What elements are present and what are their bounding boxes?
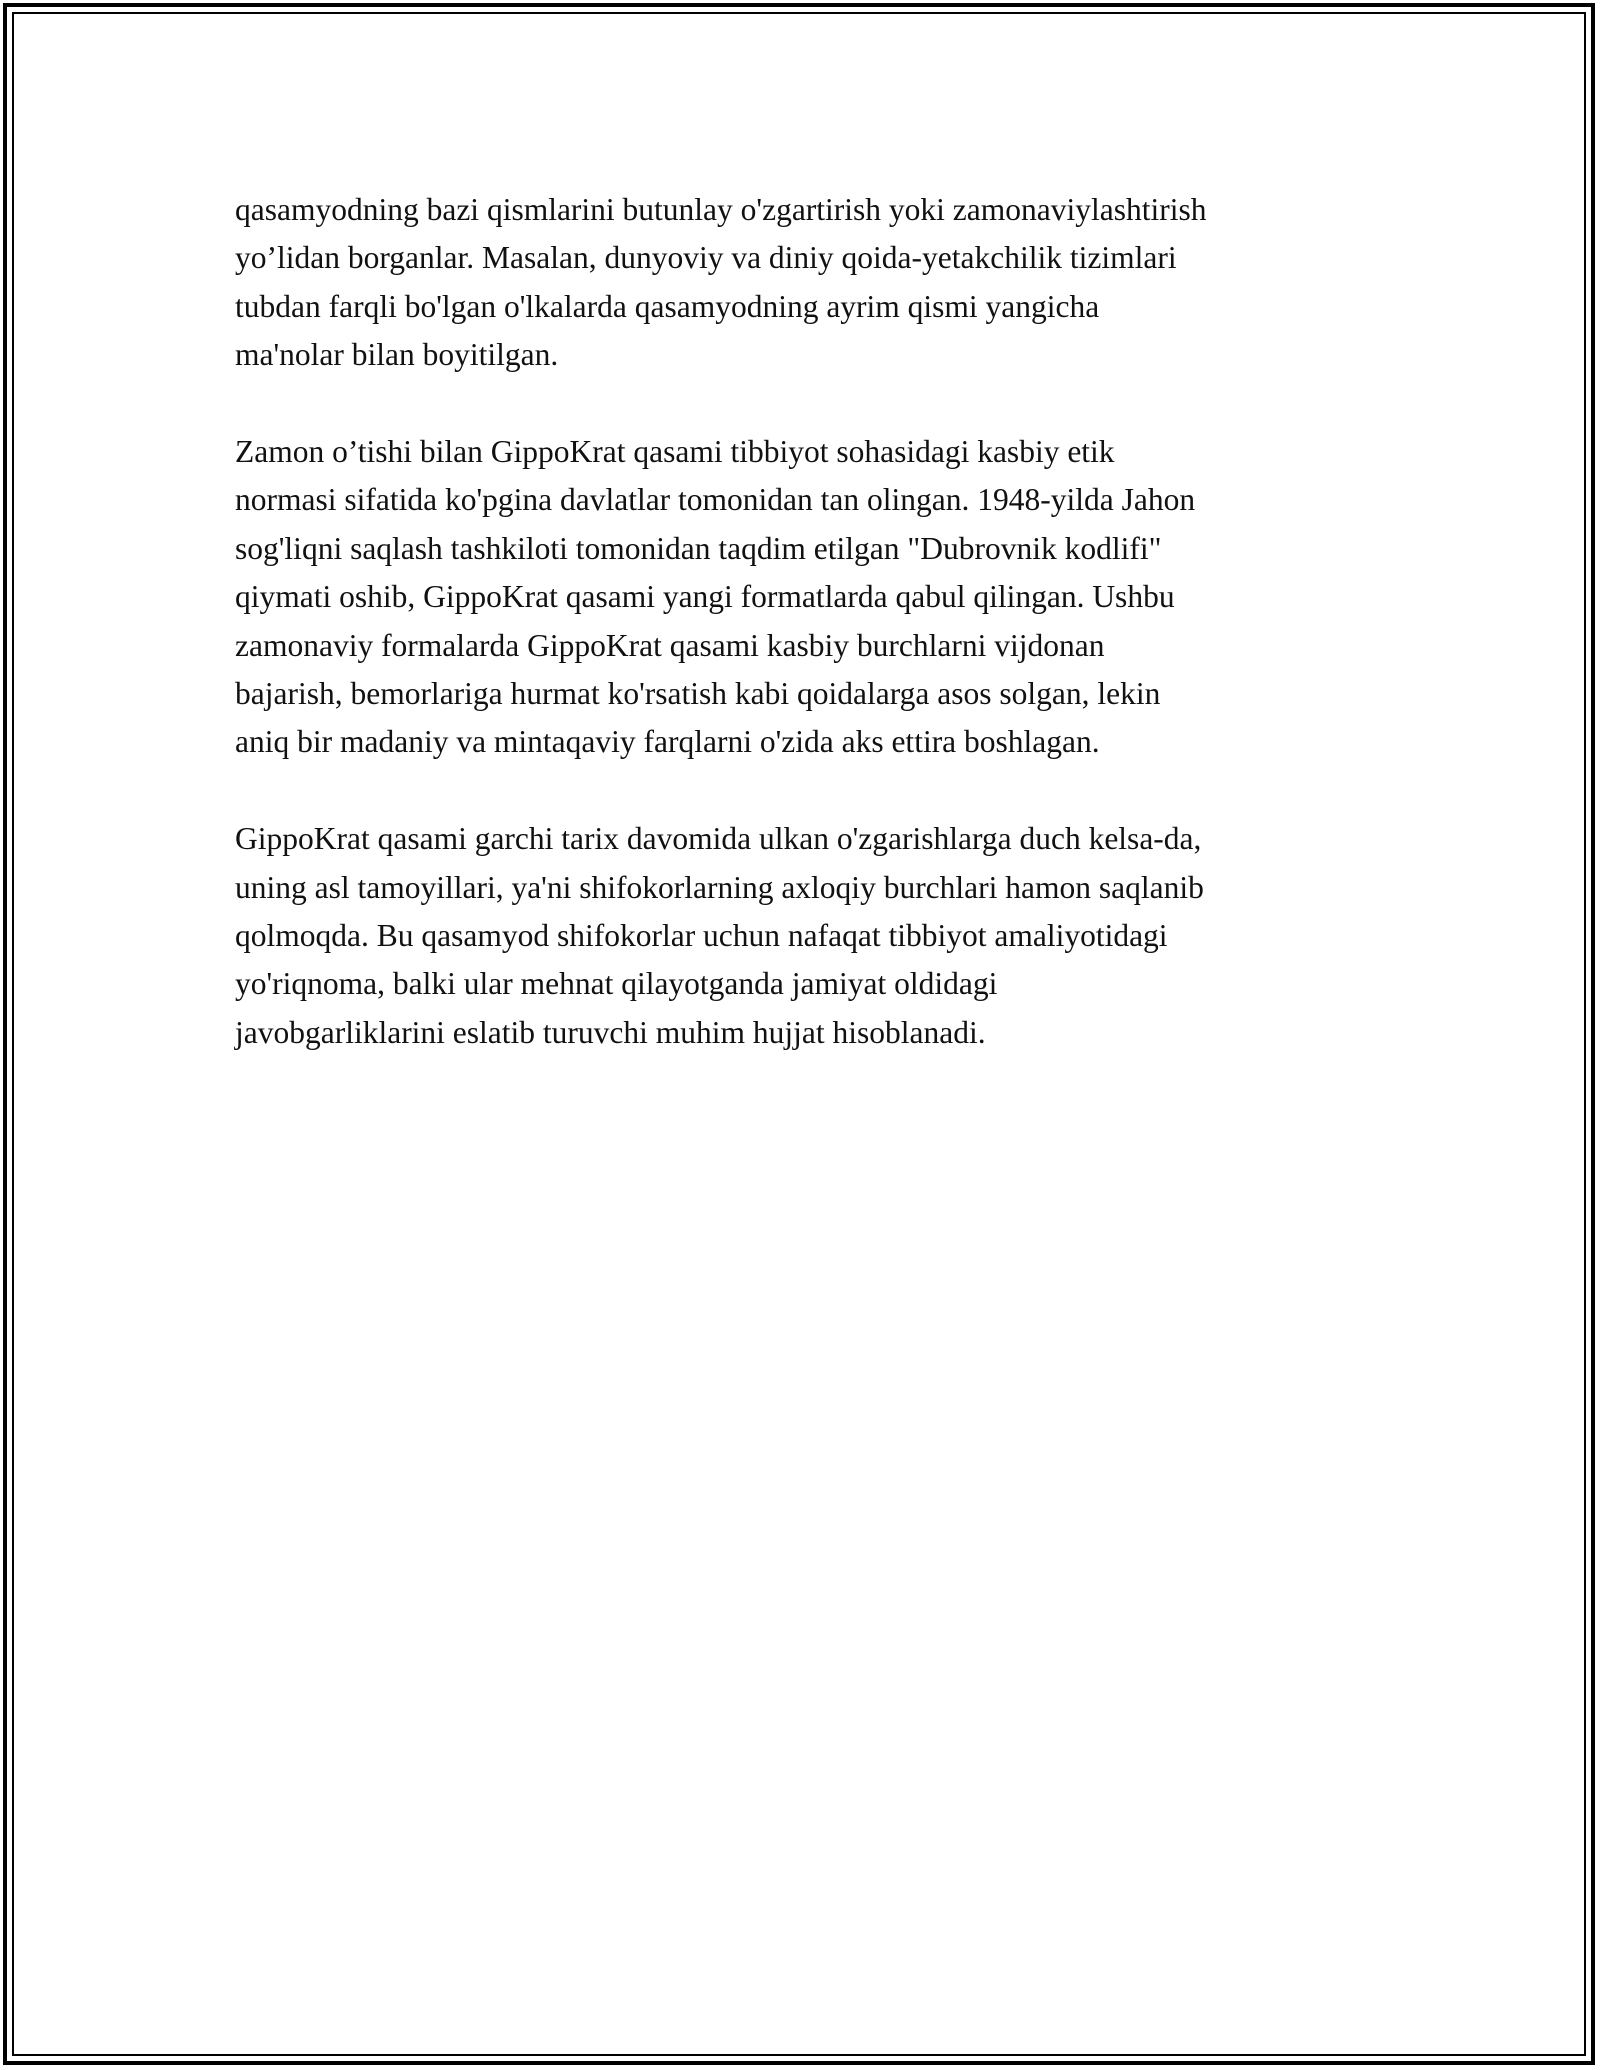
paragraph-line: qasamyodning bazi qismlarini butunlay o'zgartirish yoki zamonaviylashtirish (235, 192, 1207, 227)
paragraph-line: qiymati oshib, GippoKrat qasami yangi formatlarda qabul qilingan. Ushbu (235, 579, 1175, 615)
paragraph-line: aniq bir madaniy va mintaqaviy farqlarni o'zida aks ettira boshlagan. (235, 724, 1100, 760)
paragraph-line: qolmoqda. Bu qasamyod shifokorlar uchun nafaqat tibbiyot amaliyotidagi (235, 918, 1168, 954)
paragraph-line: ma'nolar bilan boyitilgan. (235, 337, 559, 373)
paragraph-line: normasi sifatida ko'pgina davlatlar tomonidan tan olingan. 1948-yilda Jahon (235, 482, 1196, 518)
paragraph-line: tubdan farqli bo'lgan o'lkalarda qasamyodning ayrim qismi yangicha (235, 288, 1100, 324)
paragraph-line: Zamon o’tishi bilan GippoKrat qasami tibbiyot sohasidagi kasbiy etik (235, 434, 1115, 470)
paragraph-line: GippoKrat qasami garchi tarix davomida ulkan o'zgarishlarga duch kelsa-da, (235, 821, 1202, 857)
paragraph-3 (235, 815, 1375, 1057)
paragraph-line: bajarish, bemorlariga hurmat ko'rsatish kabi qoidalarga asos solgan, lekin (235, 676, 1161, 712)
document-body (235, 186, 1375, 1106)
paragraph-2 (235, 428, 1375, 767)
paragraph-line: yo’lidan borganlar. Masalan, dunyoviy va diniy qoida-yetakchilik tizimlari (235, 240, 1177, 276)
paragraph-line: sog'liqni saqlash tashkiloti tomonidan taqdim etilgan "Dubrovnik kodlifi" (235, 530, 1162, 566)
paragraph-line: yo'riqnoma, balki ular mehnat qilayotganda jamiyat oldidagi (235, 966, 998, 1002)
paragraph-line: uning asl tamoyillari, ya'ni shifokorlarning axloqiy burchlari hamon saqlanib (235, 869, 1204, 905)
paragraph-1 (235, 186, 1375, 380)
paragraph-line: javobgarliklarini eslatib turuvchi muhim hujjat hisoblanadi. (235, 1014, 986, 1050)
paragraph-line: zamonaviy formalarda GippoKrat qasami kasbiy burchlarni vijdonan (235, 627, 1105, 663)
